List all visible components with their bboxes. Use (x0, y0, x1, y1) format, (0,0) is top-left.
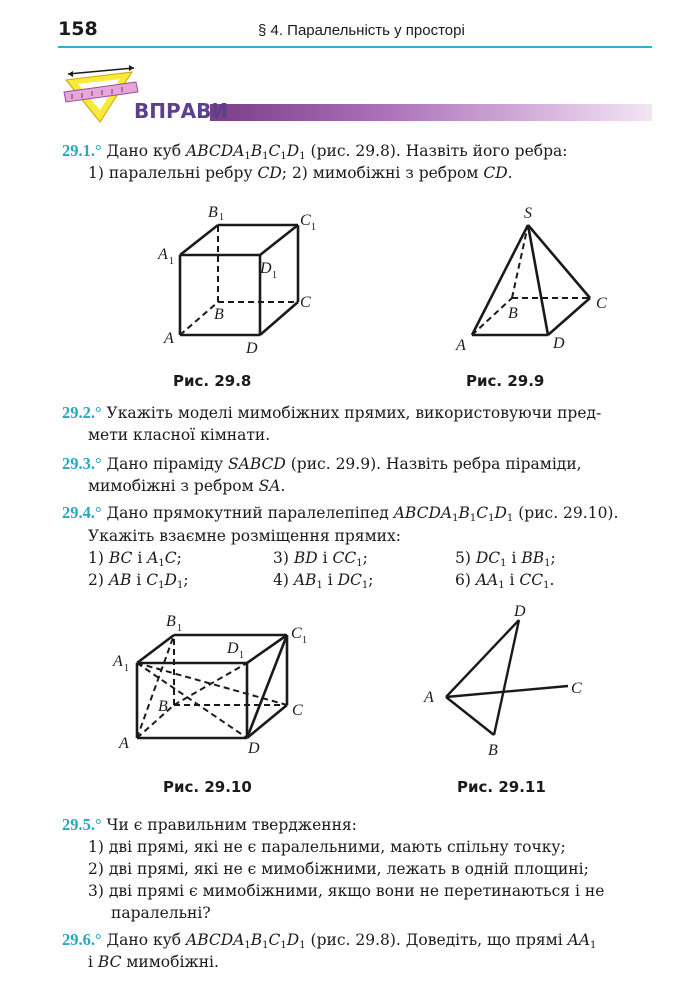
svg-text:1: 1 (302, 635, 307, 646)
exercise-29-5-item-3-cont: паралельні? (111, 904, 211, 922)
exercise-29-3-line-2: мимобіжні з ребром SA. (88, 477, 286, 495)
svg-text:A: A (456, 337, 466, 354)
svg-text:A: A (113, 653, 123, 670)
exercise-29-4-item-1: 1) BC і $A_1C$; (88, 549, 182, 569)
svg-text:D: D (553, 335, 565, 352)
figure-29-9-pyramid (450, 200, 620, 360)
figure-29-11-skew-lines (420, 600, 600, 765)
caption-fig-29-11: Рис. 29.11 (457, 778, 546, 796)
caption-fig-29-8: Рис. 29.8 (173, 372, 252, 390)
svg-text:B: B (208, 204, 218, 221)
exercise-29-2-line-2: мети класної кімнати. (88, 426, 271, 444)
exercise-29-4-line-1: 29.4.° Дано прямокутний паралелепіпед $ABCDA_1B_1C_1D_1$ (рис. 29.10). (62, 503, 619, 524)
figure-29-8-cube (150, 195, 330, 365)
svg-text:1: 1 (239, 650, 244, 661)
svg-text:C: C (596, 295, 607, 312)
section-title: ВПРАВИ (134, 99, 229, 123)
svg-text:A: A (424, 689, 434, 706)
exercise-29-3-line-1: 29.3.° Дано піраміду SABCD (рис. 29.9). Назвіть ребра піраміди, (62, 454, 582, 473)
svg-text:1: 1 (219, 212, 224, 223)
exercise-29-5-item-3: 3) дві прямі є мимобіжними, якщо вони не перетинаються і не (88, 882, 605, 900)
svg-text:A: A (119, 735, 129, 752)
page-number: 158 (58, 18, 98, 40)
svg-text:B: B (488, 742, 498, 759)
svg-text:A: A (158, 246, 168, 263)
svg-text:1: 1 (311, 222, 316, 233)
svg-text:D: D (514, 603, 526, 620)
svg-text:B: B (508, 305, 518, 322)
svg-text:S: S (524, 205, 532, 222)
svg-text:C: C (571, 680, 582, 697)
caption-fig-29-10: Рис. 29.10 (163, 778, 252, 796)
svg-text:D: D (248, 740, 260, 757)
svg-text:C: C (300, 294, 311, 311)
exercise-29-6-line-1: 29.6.° Дано куб $ABCDA_1B_1C_1D_1$ (рис. 29.8). Доведіть, що прямі $AA_1$ (62, 930, 597, 951)
svg-text:D: D (227, 640, 239, 657)
svg-text:1: 1 (177, 623, 182, 634)
exercise-29-5-item-1: 1) дві прямі, які не є паралельними, мають спільну точку; (88, 838, 566, 856)
svg-text:1: 1 (124, 663, 129, 674)
header-rule (58, 46, 652, 48)
svg-text:1: 1 (272, 270, 277, 281)
exercise-29-1-line-2: 1) паралельні ребру CD; 2) мимобіжні з ребром CD. (88, 164, 513, 182)
svg-text:C: C (291, 625, 302, 642)
exercise-29-1-line-1: 29.1.° Дано куб $ABCDA_1B_1C_1D_1$ (рис. 29.8). Назвіть його ребра: (62, 141, 568, 162)
svg-text:1: 1 (169, 256, 174, 267)
svg-text:A: A (164, 330, 174, 347)
svg-text:B: B (166, 613, 176, 630)
exercise-29-5-item-2: 2) дві прямі, які не є мимобіжними, лежать в одній площині; (88, 860, 589, 878)
exercise-29-4-line-2: Укажіть взаємне розміщення прямих: (88, 527, 401, 545)
figure-29-10-parallelepiped (110, 608, 325, 763)
svg-text:D: D (246, 340, 258, 357)
section-bar (210, 104, 652, 121)
svg-text:B: B (214, 306, 224, 323)
exercise-29-4-item-3: 3) BD і $CC_1$; (273, 549, 368, 569)
geometry-tools-icon (62, 66, 142, 128)
exercise-29-4-item-5: 5) $DC_1$ і $BB_1$; (455, 549, 556, 569)
svg-text:D: D (260, 260, 272, 277)
svg-text:C: C (300, 212, 311, 229)
exercise-29-4-item-4: 4) $AB_1$ і $DC_1$; (273, 571, 374, 591)
exercise-29-2-line-1: 29.2.° Укажіть моделі мимобіжних прямих, використовуючи пред- (62, 403, 602, 422)
caption-fig-29-9: Рис. 29.9 (466, 372, 545, 390)
exercise-29-4-item-6: 6) $AA_1$ і $CC_1$. (455, 571, 555, 591)
running-header: § 4. Паралельність у просторі (258, 22, 465, 39)
exercise-29-6-line-2: і BC мимобіжні. (88, 953, 219, 971)
exercise-29-4-item-2: 2) AB і $C_1D_1$; (88, 571, 189, 591)
svg-text:C: C (292, 702, 303, 719)
exercise-29-5-line-1: 29.5.° Чи є правильним твердження: (62, 815, 357, 834)
svg-text:B: B (158, 698, 168, 715)
